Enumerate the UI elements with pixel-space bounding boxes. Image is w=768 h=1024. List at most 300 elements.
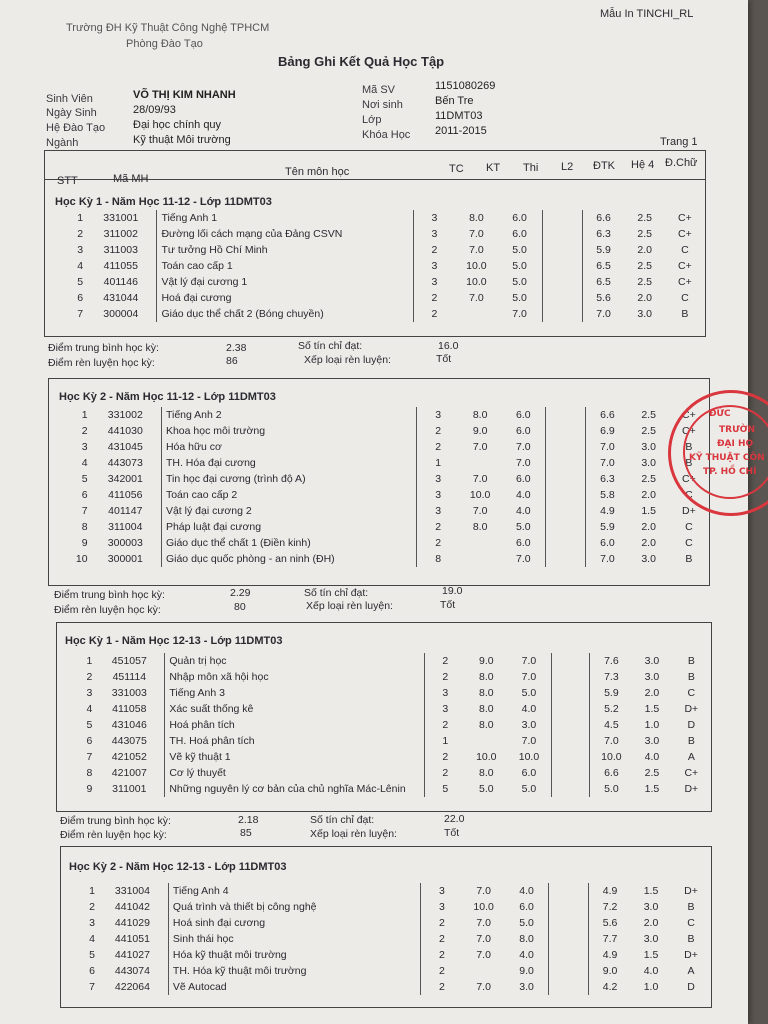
gpa-value: 2.18	[238, 814, 259, 826]
row-stt: 2	[86, 671, 93, 683]
midterm-score: 8.0	[478, 767, 494, 779]
table-row	[53, 306, 705, 322]
row-stt: 9	[86, 783, 93, 795]
gpa-label: Điểm trung bình học kỳ:	[48, 342, 159, 354]
exam-score: 4.0	[516, 505, 531, 517]
row-stt: 10	[75, 553, 88, 565]
row-stt: 6	[89, 965, 95, 977]
final-score: 6.9	[586, 423, 629, 439]
table-row	[65, 883, 711, 899]
table-row	[57, 503, 709, 519]
row-stt: 6	[86, 735, 93, 747]
final-score: 4.9	[589, 883, 631, 899]
exam-score: 7.0	[512, 308, 527, 320]
credits-cell: 3	[413, 258, 455, 274]
course-name: Giáo dục thể chất 1 (Điền kinh)	[161, 535, 416, 551]
row-stt: 2	[89, 901, 95, 913]
final-score: 7.3	[590, 669, 632, 685]
conduct-value: 86	[226, 355, 238, 367]
course-code: 431044	[103, 292, 139, 304]
exam-score: 7.0	[516, 553, 531, 565]
letter-grade: D+	[684, 949, 698, 961]
midterm-score: 7.0	[476, 933, 491, 945]
credits-value: 19.0	[442, 585, 463, 597]
final-score: 5.0	[590, 781, 632, 797]
credits-cell: 3	[425, 685, 466, 701]
semester-box	[60, 846, 712, 1008]
exam-score: 5.0	[521, 783, 537, 795]
final-score: 5.9	[582, 242, 625, 258]
letter-grade: C+	[682, 425, 696, 437]
retake-score	[551, 749, 590, 765]
credits-cell: 2	[421, 931, 463, 947]
course-name: Nhập môn xã hội học	[165, 669, 425, 685]
conduct-rank-label: Xếp loại rèn luyện:	[310, 828, 397, 840]
row-stt: 5	[86, 719, 93, 731]
course-code: 451057	[111, 655, 147, 667]
midterm-score: 7.0	[469, 292, 484, 304]
final-score: 5.9	[590, 685, 632, 701]
midterm-score: 7.0	[472, 505, 488, 517]
retake-score	[542, 274, 582, 290]
course-name: Tin học đại cương (trình độ A)	[161, 471, 416, 487]
letter-grade: B	[687, 655, 695, 667]
exam-score: 5.0	[516, 521, 531, 533]
retake-score	[551, 653, 590, 669]
conduct-value: 80	[234, 601, 246, 613]
table-row	[63, 781, 711, 797]
table-row	[57, 487, 709, 503]
course-code: 411058	[112, 703, 147, 715]
final-score: 6.0	[586, 535, 629, 551]
stamp-top-text: ĐỨC	[709, 409, 731, 419]
course-code: 401147	[108, 505, 143, 517]
course-code: 411055	[103, 260, 138, 272]
gpa-label: Điểm trung bình học kỳ:	[54, 589, 165, 601]
credits-label: Số tín chỉ đạt:	[304, 587, 369, 599]
letter-grade: C+	[682, 473, 696, 485]
credits-cell: 3	[413, 226, 455, 242]
midterm-score: 7.0	[476, 949, 491, 961]
table-row	[57, 535, 709, 551]
midterm-score: 8.0	[478, 703, 494, 715]
gpa4-score: 2.0	[637, 244, 653, 256]
gpa4-score: 1.5	[641, 505, 656, 517]
gpa4-score: 2.5	[637, 276, 653, 288]
final-score: 6.6	[590, 765, 632, 781]
row-stt: 3	[81, 441, 88, 453]
retake-score	[542, 242, 582, 258]
final-score: 7.7	[589, 931, 631, 947]
id-label: Mã SV	[362, 84, 396, 96]
course-code: 441029	[114, 917, 150, 929]
course-code: 300001	[107, 553, 143, 565]
final-score: 6.3	[582, 226, 625, 242]
row-stt: 1	[86, 655, 93, 667]
credits-cell: 3	[421, 883, 463, 899]
final-score: 6.6	[582, 210, 625, 226]
col-name: Tên môn học	[285, 166, 350, 178]
letter-grade: C	[685, 521, 693, 533]
course-code: 311001	[112, 783, 147, 795]
midterm-score	[459, 535, 502, 551]
gpa-value: 2.38	[226, 342, 247, 354]
gpa4-score: 2.5	[641, 425, 656, 437]
gpa4-score: 3.0	[637, 308, 653, 320]
course-code: 431045	[107, 441, 143, 453]
course-name: Tiếng Anh 2	[161, 407, 416, 423]
course-code: 311004	[108, 521, 143, 533]
course-code: 443074	[114, 965, 150, 977]
course-name: Vật lý đại cương 1	[157, 274, 413, 290]
gpa4-score: 4.0	[644, 751, 660, 763]
exam-score: 7.0	[521, 735, 537, 747]
exam-score: 7.0	[521, 655, 537, 667]
course-name: Toán cao cấp 1	[157, 258, 413, 274]
retake-score	[549, 915, 589, 931]
credits-cell: 2	[417, 423, 459, 439]
exam-score: 8.0	[519, 933, 534, 945]
retake-score	[546, 439, 586, 455]
row-stt: 6	[77, 292, 84, 304]
course-name: TH. Hóa đại cương	[161, 455, 416, 471]
letter-grade: C	[687, 687, 696, 699]
exam-score: 5.0	[521, 687, 537, 699]
gpa4-score: 1.5	[643, 885, 659, 897]
midterm-score: 10.0	[476, 751, 497, 763]
student-dob: 28/09/93	[133, 104, 176, 116]
student-system: Đại học chính quy	[133, 119, 222, 131]
credits-cell: 3	[417, 471, 459, 487]
final-score: 7.2	[589, 899, 631, 915]
student-birthplace: Bến Tre	[435, 95, 474, 107]
major-label: Ngành	[46, 137, 79, 149]
table-row	[63, 685, 711, 701]
gpa4-score: 3.0	[644, 655, 660, 667]
retake-score	[551, 701, 590, 717]
credits-cell: 3	[421, 899, 463, 915]
exam-score: 5.0	[512, 276, 527, 288]
course-name: Giáo dục quốc phòng - an ninh (ĐH)	[161, 551, 416, 567]
credits-cell: 3	[417, 503, 459, 519]
final-score: 5.6	[582, 290, 625, 306]
course-code: 431046	[111, 719, 147, 731]
course-label: Khóa Học	[362, 129, 411, 141]
retake-score	[551, 733, 590, 749]
course-code: 331002	[107, 409, 143, 421]
exam-score: 6.0	[512, 212, 527, 224]
course-code: 421052	[111, 751, 147, 763]
final-score: 7.0	[590, 733, 632, 749]
letter-grade: D+	[684, 703, 699, 715]
course-name: Khoa học môi trường	[161, 423, 416, 439]
letter-grade: B	[687, 671, 695, 683]
row-stt: 3	[89, 917, 95, 929]
letter-grade: C+	[678, 276, 692, 288]
conduct-rank-value: Tốt	[444, 827, 460, 839]
exam-score: 4.0	[521, 703, 537, 715]
gpa4-score: 4.0	[643, 965, 659, 977]
gpa4-score: 3.0	[644, 671, 660, 683]
course-name: Xác suất thống kê	[165, 701, 425, 717]
letter-grade: C+	[678, 212, 692, 224]
credits-cell: 2	[425, 653, 466, 669]
row-stt: 7	[81, 505, 88, 517]
retake-score	[551, 685, 590, 701]
credits-cell: 2	[425, 765, 466, 781]
final-score: 5.2	[590, 701, 632, 717]
course-name: Hoá đại cương	[157, 290, 413, 306]
midterm-score: 8.0	[478, 671, 494, 683]
gpa4-score: 2.5	[637, 212, 653, 224]
class-label: Lớp	[362, 114, 382, 126]
course-name: Hóa kỹ thuật môi trường	[168, 947, 420, 963]
exam-score: 6.0	[519, 901, 534, 913]
retake-score	[551, 765, 590, 781]
final-score: 7.0	[586, 551, 629, 567]
row-stt: 4	[86, 703, 93, 715]
retake-score	[549, 979, 589, 995]
letter-grade: B	[687, 901, 695, 913]
gpa4-score: 1.5	[644, 703, 660, 715]
course-code: 441030	[107, 425, 143, 437]
course-code: 443075	[111, 735, 147, 747]
exam-score: 6.0	[521, 767, 537, 779]
conduct-rank-label: Xếp loại rèn luyện:	[304, 354, 391, 366]
course-name: Hóa hữu cơ	[161, 439, 416, 455]
col-dc: Đ.Chữ	[665, 157, 698, 169]
table-row	[53, 210, 705, 226]
credits-label: Số tín chỉ đạt:	[310, 814, 375, 826]
row-stt: 1	[89, 885, 95, 897]
midterm-score: 10.0	[466, 260, 487, 272]
exam-score: 4.0	[519, 949, 534, 961]
letter-grade: B	[685, 441, 693, 453]
col-thi: Thi	[523, 162, 539, 174]
row-stt: 7	[89, 981, 95, 993]
credits-cell: 2	[413, 306, 455, 322]
course-name: Những nguyên lý cơ bản của chủ nghĩa Mác-Lênin	[165, 781, 425, 797]
midterm-score: 10.0	[469, 489, 491, 501]
midterm-score: 5.0	[478, 783, 494, 795]
credits-cell: 2	[413, 242, 455, 258]
exam-score: 6.0	[516, 409, 531, 421]
course-name: Toán cao cấp 2	[161, 487, 416, 503]
retake-score	[546, 503, 586, 519]
midterm-score	[462, 963, 504, 979]
course-name: Tiếng Anh 4	[168, 883, 420, 899]
credits-label: Số tín chỉ đạt:	[298, 340, 363, 352]
course-code: 331003	[111, 687, 147, 699]
student-major: Kỹ thuật Môi trường	[133, 134, 231, 146]
col-stt: STT	[57, 175, 78, 187]
final-score: 7.6	[590, 653, 632, 669]
table-row	[57, 551, 709, 567]
stamp-line2: ĐẠI HỌ	[717, 439, 754, 449]
gpa4-score: 3.0	[643, 933, 659, 945]
gpa4-score: 1.0	[643, 981, 659, 993]
col-tc: TC	[449, 163, 464, 175]
credits-cell: 2	[421, 915, 463, 931]
midterm-score: 8.0	[472, 409, 488, 421]
final-score: 4.9	[589, 947, 631, 963]
letter-grade: C+	[684, 767, 699, 779]
exam-score: 6.0	[516, 537, 531, 549]
row-stt: 3	[86, 687, 93, 699]
letter-grade: C+	[678, 260, 692, 272]
retake-score	[549, 899, 589, 915]
final-score: 10.0	[590, 749, 632, 765]
stamp-line3: KỸ THUẬT CÔN	[689, 453, 765, 463]
name-label: Sinh Viên	[46, 93, 93, 105]
course-name: Đường lối cách mạng của Đảng CSVN	[157, 226, 413, 242]
credits-cell: 2	[425, 669, 466, 685]
gpa4-score: 3.0	[644, 735, 660, 747]
gpa4-score: 2.5	[637, 260, 653, 272]
final-score: 6.3	[586, 471, 629, 487]
retake-score	[551, 669, 590, 685]
exam-score: 6.0	[512, 228, 527, 240]
credits-cell: 5	[425, 781, 466, 797]
letter-grade: D	[687, 719, 696, 731]
system-label: Hệ Đào Tạo	[46, 122, 106, 134]
retake-score	[546, 535, 586, 551]
course-code: 342001	[107, 473, 143, 485]
letter-grade: A	[687, 965, 695, 977]
midterm-score: 10.0	[473, 901, 494, 913]
gpa4-score: 2.0	[641, 521, 656, 533]
course-name: Hoá sinh đại cương	[168, 915, 420, 931]
row-stt: 9	[81, 537, 88, 549]
exam-score: 5.0	[512, 292, 527, 304]
letter-grade: C	[681, 292, 689, 304]
midterm-score: 9.0	[478, 655, 494, 667]
credits-cell: 2	[421, 963, 463, 979]
stamp-inner-ring	[683, 405, 768, 499]
table-row	[57, 455, 709, 471]
gpa4-score: 2.5	[641, 473, 656, 485]
gpa4-score: 3.0	[641, 457, 656, 469]
retake-score	[551, 717, 590, 733]
page-number: Trang 1	[660, 136, 698, 148]
exam-score: 5.0	[512, 244, 527, 256]
midterm-score: 10.0	[466, 276, 487, 288]
col-kt: KT	[486, 162, 501, 174]
course-name: Cơ lý thuyết	[165, 765, 425, 781]
col-code: Mã MH	[113, 173, 149, 185]
row-stt: 7	[86, 751, 93, 763]
retake-score	[546, 455, 586, 471]
exam-score: 9.0	[519, 965, 534, 977]
midterm-score: 8.0	[469, 212, 484, 224]
course-code: 441027	[114, 949, 150, 961]
course-code: 401146	[103, 276, 138, 288]
retake-score	[546, 519, 586, 535]
semester-box	[44, 178, 706, 337]
retake-score	[542, 306, 582, 322]
gpa4-score: 2.5	[637, 228, 653, 240]
retake-score	[551, 781, 590, 797]
final-score: 4.9	[586, 503, 629, 519]
midterm-score: 8.0	[478, 687, 494, 699]
letter-grade: D+	[682, 505, 696, 517]
row-stt: 7	[77, 308, 84, 320]
exam-score: 5.0	[519, 917, 534, 929]
gpa4-score: 3.0	[641, 441, 656, 453]
credits-cell: 3	[425, 701, 466, 717]
form-code: Mẫu In TINCHI_RL	[600, 8, 694, 20]
exam-score: 6.0	[516, 473, 531, 485]
conduct-rank-value: Tốt	[436, 353, 452, 365]
gpa4-score: 1.5	[643, 949, 659, 961]
course-name: Tư tưởng Hồ Chí Minh	[157, 242, 413, 258]
gpa4-score: 2.0	[641, 489, 656, 501]
credits-cell: 1	[417, 455, 459, 471]
letter-grade: C+	[682, 409, 696, 421]
dob-label: Ngày Sinh	[46, 107, 97, 119]
final-score: 6.5	[582, 274, 625, 290]
table-row	[63, 733, 711, 749]
credits-cell: 3	[413, 274, 455, 290]
table-row	[57, 519, 709, 535]
retake-score	[546, 407, 586, 423]
retake-score	[546, 551, 586, 567]
course-code: 300003	[107, 537, 143, 549]
course-code: 451114	[112, 671, 147, 683]
gpa4-score: 1.5	[644, 783, 660, 795]
course-code: 331001	[103, 212, 139, 224]
retake-score	[542, 258, 582, 274]
conduct-rank-label: Xếp loại rèn luyện:	[306, 600, 393, 612]
gpa4-score: 2.0	[644, 687, 660, 699]
semester-title: Học Kỳ 2 - Năm Học 12-13 - Lớp 11DMT03	[69, 861, 287, 873]
gpa-value: 2.29	[230, 587, 251, 599]
stamp-line1: TRƯỜN	[719, 425, 755, 435]
gpa4-score: 2.5	[644, 767, 660, 779]
row-stt: 2	[77, 228, 84, 240]
exam-score: 5.0	[512, 260, 527, 272]
course-name: Vẽ kỹ thuật 1	[165, 749, 425, 765]
credits-cell: 2	[421, 979, 463, 995]
table-row	[63, 717, 711, 733]
row-stt: 5	[89, 949, 95, 961]
letter-grade: C	[685, 489, 693, 501]
letter-grade: B	[685, 553, 693, 565]
midterm-score	[465, 733, 507, 749]
row-stt: 8	[86, 767, 93, 779]
gpa4-score: 2.0	[637, 292, 653, 304]
course-code: 441051	[114, 933, 150, 945]
retake-score	[542, 226, 582, 242]
midterm-score	[455, 306, 497, 322]
conduct-label: Điểm rèn luyện học kỳ:	[54, 604, 161, 616]
table-row	[53, 290, 705, 306]
credits-cell: 8	[417, 551, 459, 567]
student-name: VÕ THỊ KIM NHANH	[133, 89, 236, 101]
credits-cell: 2	[421, 947, 463, 963]
course-code: 421007	[111, 767, 147, 779]
row-stt: 3	[77, 244, 84, 256]
course-code: 441042	[114, 901, 150, 913]
letter-grade: B	[687, 933, 695, 945]
final-score: 6.5	[582, 258, 625, 274]
row-stt: 5	[81, 473, 88, 485]
final-score: 5.9	[586, 519, 629, 535]
course-name: Hoá phân tích	[165, 717, 425, 733]
student-class: 11DMT03	[435, 110, 483, 122]
course-name: Quản trị học	[165, 653, 425, 669]
table-row	[65, 931, 711, 947]
